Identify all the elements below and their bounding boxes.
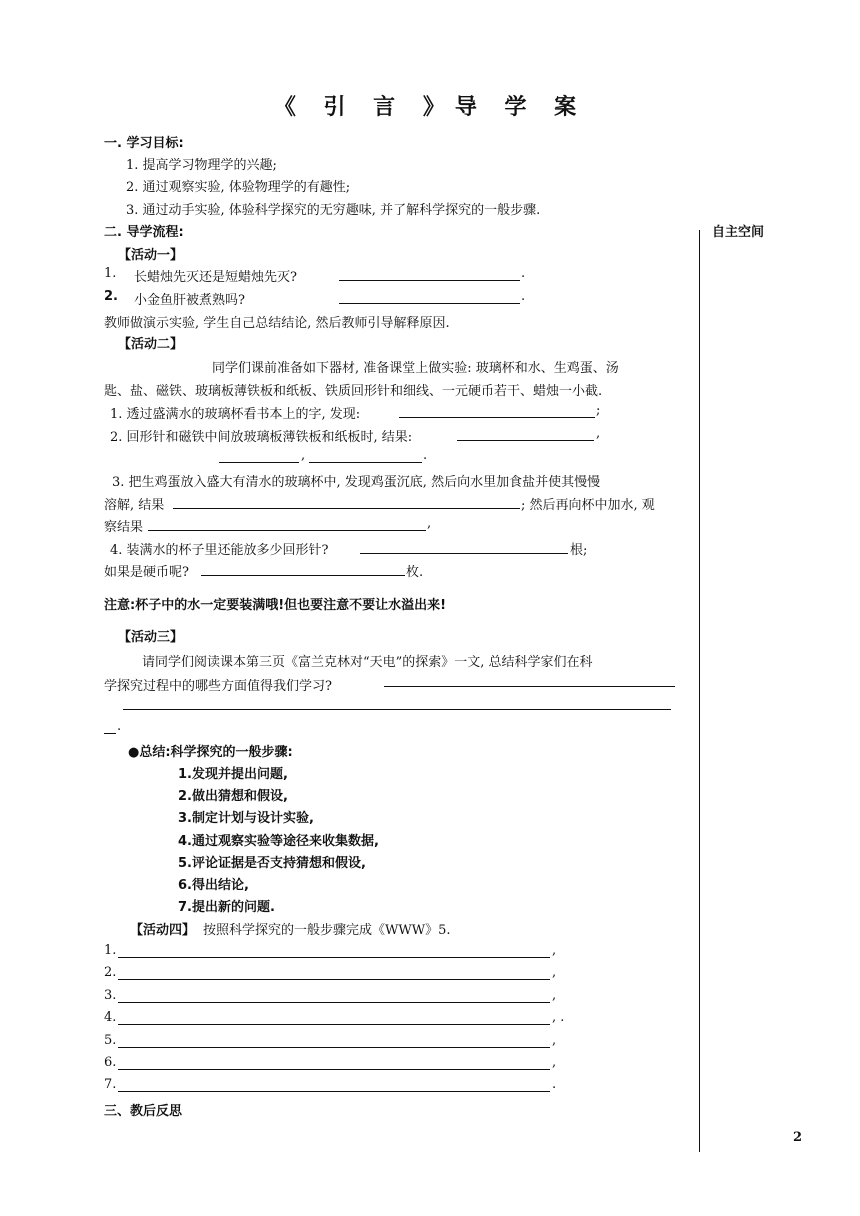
answer-blank[interactable] (118, 1091, 550, 1092)
summary-step: 2.做出猜想和假设, (178, 789, 288, 804)
punctuation: ; (596, 403, 601, 418)
answer-blank[interactable] (173, 508, 520, 509)
answer-blank[interactable] (118, 1002, 550, 1003)
punctuation: . (521, 289, 526, 304)
activity4-num: 5. (104, 1033, 117, 1048)
punctuation: , (552, 1055, 557, 1070)
punctuation: , (552, 1033, 557, 1048)
section2-heading: 二. 导学流程: (104, 225, 184, 240)
punctuation: , (596, 426, 601, 441)
activity2-q4b: 根; (570, 543, 588, 558)
answer-blank[interactable] (148, 530, 426, 531)
answer-blank[interactable] (384, 686, 675, 687)
answer-blank[interactable] (118, 1024, 550, 1025)
goal-item-3: 3. 通过动手实验, 体验科学探究的无穷趣味, 并了解科学探究的一般步骤. (126, 203, 541, 218)
answer-blank[interactable] (104, 733, 116, 734)
activity2-q3-line2b: ; 然后再向杯中加水, 观 (521, 498, 655, 513)
summary-step: 5.评论证据是否支持猜想和假设, (178, 856, 366, 871)
goal-item-1: 1. 提高学习物理学的兴趣; (126, 158, 277, 173)
activity3-line1: 请同学们阅读课本第三页《富兰克林对“天电”的探索》一文, 总结科学家们在科 (142, 655, 593, 670)
answer-blank[interactable] (201, 575, 405, 576)
activity1-q2: 小金鱼肝被煮熟吗? (134, 293, 245, 308)
page-number: 2 (792, 1130, 802, 1145)
summary-heading: ●总结:科学探究的一般步骤: (128, 745, 293, 760)
answer-blank[interactable] (118, 957, 550, 958)
activity2-q4a: 4. 装满水的杯子里还能放多少回形针? (110, 543, 329, 558)
activity3-title: 【活动三】 (118, 630, 184, 645)
punctuation: . (521, 266, 526, 281)
punctuation: , (552, 965, 557, 980)
sidebar-divider (699, 230, 700, 1152)
answer-blank[interactable] (118, 1047, 550, 1048)
page-title: 《 引 言 》导 学 案 (273, 95, 587, 120)
answer-blank[interactable] (360, 553, 568, 554)
activity4-num: 6. (104, 1055, 117, 1070)
section1-heading: 一. 学习目标: (104, 136, 184, 151)
punctuation: , . (552, 1010, 565, 1025)
punctuation: , (552, 988, 557, 1003)
activity3-line2: 学探究过程中的哪些方面值得我们学习? (104, 679, 332, 694)
activity1-note: 教师做演示实验, 学生自己总结结论, 然后教师引导解释原因. (104, 316, 450, 331)
activity4-num: 3. (104, 988, 117, 1003)
activity2-q2: 2. 回形针和磁铁中间放玻璃板薄铁板和纸板时, 结果: (110, 430, 413, 445)
activity2-q1: 1. 透过盛满水的玻璃杯看书本上的字, 发现: (110, 407, 361, 422)
goal-item-2: 2. 通过观察实验, 体验物理学的有趣性; (126, 180, 351, 195)
answer-blank[interactable] (219, 462, 299, 463)
activity2-intro-line1: 同学们课前准备如下器材, 准备课堂上做实验: 玻璃杯和水、生鸡蛋、汤 (212, 361, 619, 376)
activity4-num: 1. (104, 943, 117, 958)
sidebar-label: 自主空间 (712, 225, 765, 240)
punctuation: , (301, 448, 306, 463)
activity1-q2-number: 2. (104, 289, 118, 304)
activity4-num: 2. (104, 965, 117, 980)
punctuation: . (423, 448, 428, 463)
answer-blank[interactable] (118, 979, 550, 980)
activity4-num: 7. (104, 1077, 117, 1092)
punctuation: . (552, 1077, 557, 1092)
activity2-q3-line2a: 溶解, 结果 (104, 498, 165, 513)
activity4-num: 4. (104, 1010, 117, 1025)
activity2-q3-line1: 3. 把生鸡蛋放入盛大有清水的玻璃杯中, 发现鸡蛋沉底, 然后向水里加食盐并使其慢慢 (112, 475, 601, 490)
answer-blank[interactable] (339, 280, 520, 281)
punctuation: . (117, 719, 122, 734)
activity2-q3-line3a: 察结果 (104, 520, 144, 535)
summary-step: 1.发现并提出问题, (178, 767, 288, 782)
punctuation: , (552, 943, 557, 958)
summary-step: 6.得出结论, (178, 878, 249, 893)
answer-blank[interactable] (457, 440, 594, 441)
activity1-title: 【活动一】 (118, 248, 184, 263)
answer-blank[interactable] (339, 303, 520, 304)
activity2-title: 【活动二】 (118, 337, 184, 352)
answer-blank[interactable] (123, 709, 671, 710)
summary-step: 3.制定计划与设计实验, (178, 811, 314, 826)
activity1-q1-number: 1. (104, 266, 117, 281)
section3-heading: 三、教后反思 (104, 1104, 183, 1119)
activity2-q4c: 如果是硬币呢? (104, 565, 189, 580)
activity4-text: 按照科学探究的一般步骤完成《WWW》5. (203, 923, 451, 938)
warning-note: 注意:杯子中的水一定要装满哦!但也要注意不要让水溢出来! (104, 598, 447, 613)
summary-step: 4.通过观察实验等途径来收集数据, (178, 834, 379, 849)
answer-blank[interactable] (399, 417, 595, 418)
summary-step: 7.提出新的问题. (178, 900, 275, 915)
answer-blank[interactable] (309, 462, 422, 463)
answer-blank[interactable] (118, 1069, 550, 1070)
punctuation: , (427, 516, 432, 531)
activity2-q4d: 枚. (406, 565, 424, 580)
activity1-q1: 长蜡烛先灭还是短蜡烛先灭? (134, 270, 297, 285)
activity4-title: 【活动四】 (130, 923, 196, 938)
activity2-intro-line2: 匙、盐、磁铁、玻璃板薄铁板和纸板、铁质回形针和细线、一元硬币若干、蜡烛一小截. (104, 384, 603, 399)
